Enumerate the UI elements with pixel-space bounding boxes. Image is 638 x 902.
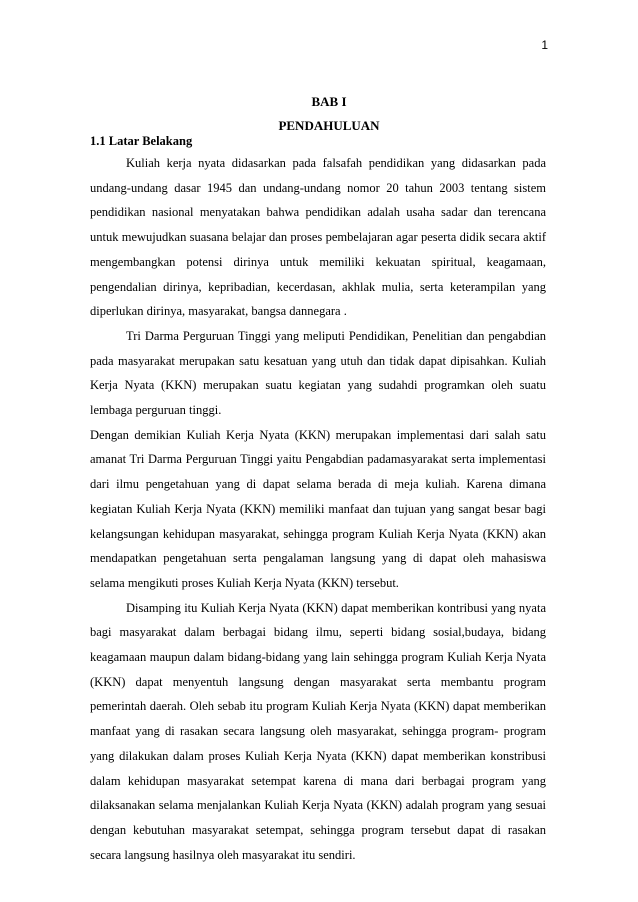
document-body bbox=[90, 132, 546, 867]
page-number: 1 bbox=[541, 38, 548, 52]
paragraph-2: Tri Darma Perguruan Tinggi yang meliputi Pendidikan, Penelitian dan pengabdian pada masyarakat merupakan satu kesatuan yang utuh dan tidak dapat dipisahkan. Kuliah Kerja Nyata (KKN) merupakan suatu kegiatan yang sudahdi programkan oleh suatu lembaga perguruan tinggi. bbox=[90, 328, 546, 418]
section-heading: 1.1 Latar Belakang bbox=[90, 134, 193, 148]
chapter-label: BAB I bbox=[311, 94, 347, 109]
chapter-title: PENDAHULUAN bbox=[278, 118, 380, 133]
paragraph-3: Dengan demikian Kuliah Kerja Nyata (KKN) merupakan implementasi dari salah satu amanat Tri Darma Perguruan Tinggi yaitu Pengabdian padamasyarakat serta implementasi dari ilmu pengetahuan yang di dapat selama berada di meja kuliah. Karena dimana kegiatan Kuliah Kerja Nyata (KKN) memiliki manfaat dan tujuan yang sangat besar bagi kelangsungan kehidupan masyarakat, sehingga program Kuliah Kerja Nyata (KKN) akan mendapatkan pengetahuan serta pengalaman langsung yang di dapat oleh mahasiswa selama mengikuti proses Kuliah Kerja Nyata (KKN) tersebut. bbox=[90, 427, 546, 590]
paragraph-1: Kuliah kerja nyata didasarkan pada falsafah pendidikan yang didasarkan pada undang-undang dasar 1945 dan undang-undang nomor 20 tahun 2003 tentang sistem pendidikan nasional menyatakan bahwa pendidikan adalah usaha sadar dan terencana untuk mewujudkan suasana belajar dan proses pembelajaran agar peserta didik secara aktif mengembangkan potensi dirinya untuk memiliki kekuatan spiritual, keagamaan, pengendalian dirinya, kepribadian, kecerdasan, akhlak mulia, serta keterampilan yang diperlukan dirinya, masyarakat, bangsa dannegara . bbox=[90, 156, 546, 319]
chapter-heading bbox=[0, 95, 638, 133]
paragraph-4: Disamping itu Kuliah Kerja Nyata (KKN) dapat memberikan kontribusi yang nyata bagi masyarakat dalam berbagai bidang ilmu, seperti bidang sosial,budaya, bidang keagamaan maupun dalam bidang-bidang yang lain sehingga program Kuliah Kerja Nyata (KKN) dapat menyentuh langsung dengan masyarakat serta membantu program pemerintah daerah. Oleh sebab itu program Kuliah Kerja Nyata (KKN) dapat memberikan manfaat yang di rasakan secara langsung oleh masyarakat, sehingga program- program yang dilakukan dalam proses Kuliah Kerja Nyata (KKN) dapat memberikan konstribusi dalam kehidupan masyarakat setempat karena di mana dari berbagai program yang dilaksanakan selama menjalankan Kuliah Kerja Nyata (KKN) adalah program yang sesuai dengan kebutuhan masyarakat setempat, sehingga program tersebut dapat di rasakan secara langsung hasilnya oleh masyarakat itu sendiri. bbox=[90, 600, 546, 862]
